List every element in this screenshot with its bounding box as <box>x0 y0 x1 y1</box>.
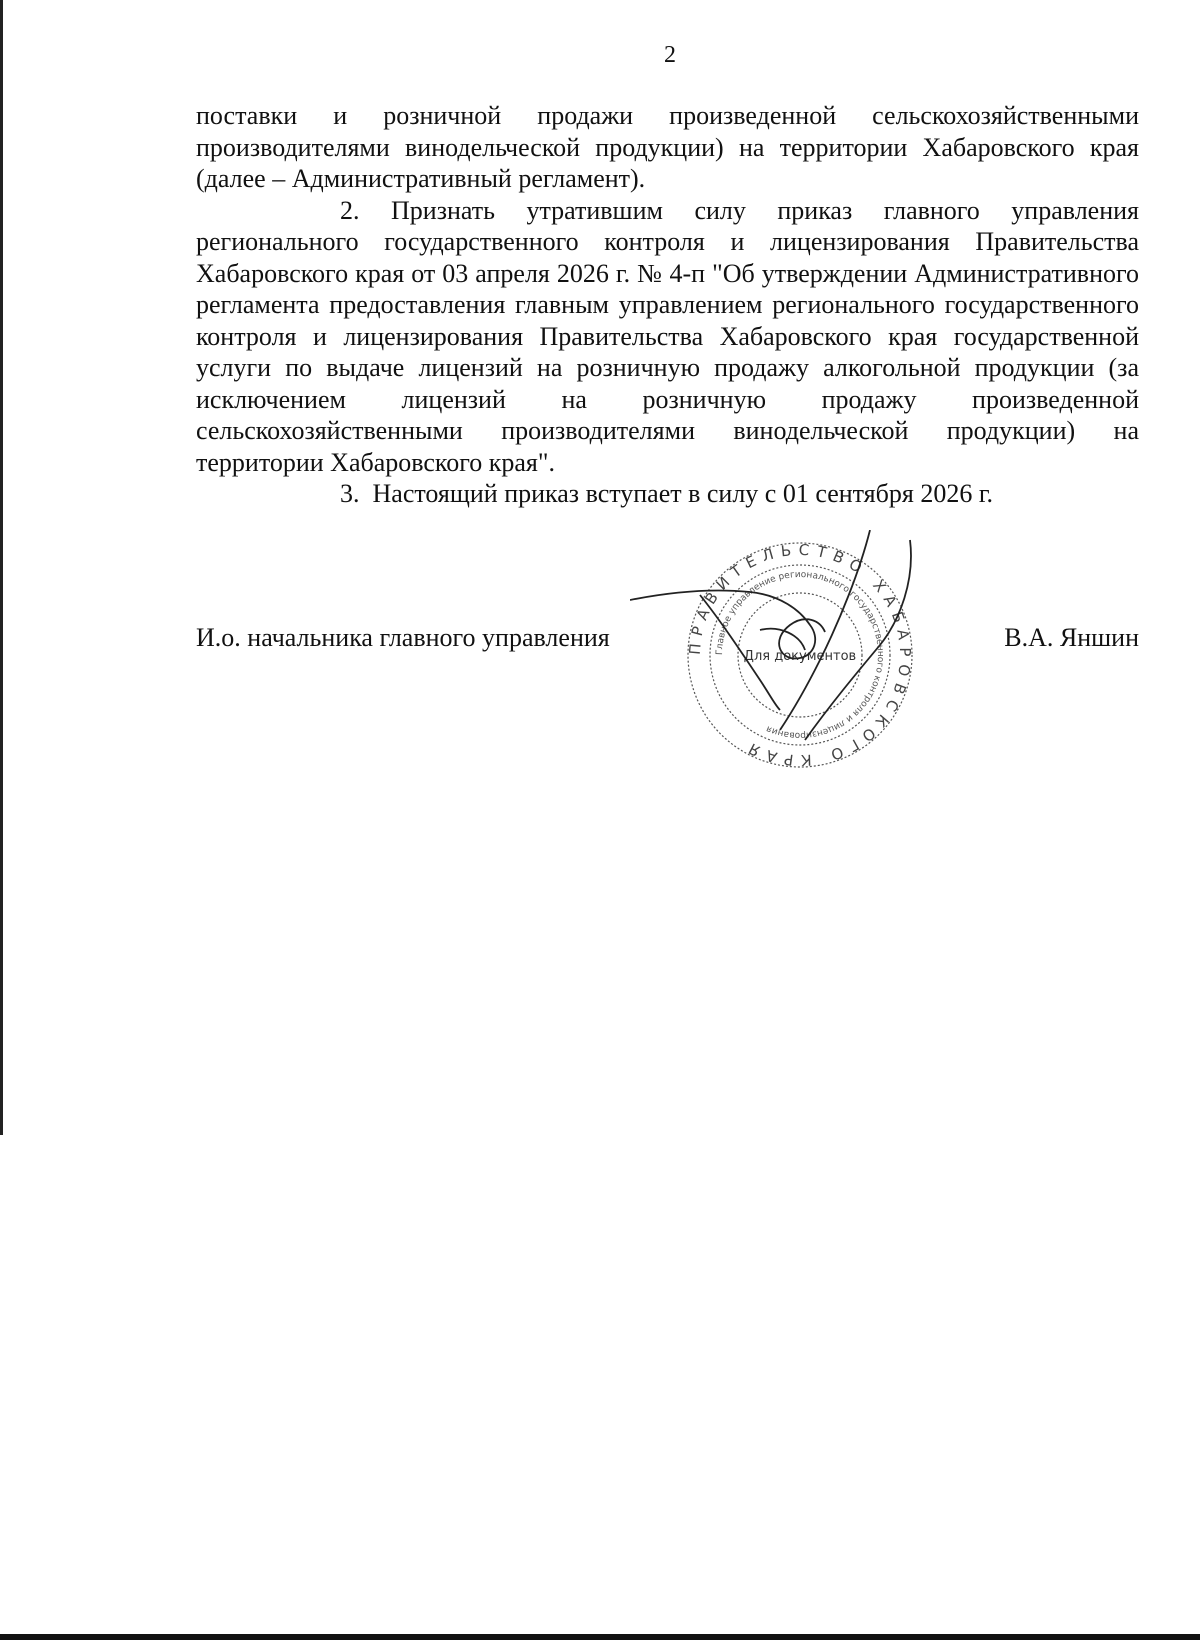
seal-outer-text: ПРАВИТЕЛЬСТВО ХАБАРОВСКОГО КРАЯ <box>685 540 915 770</box>
paragraph-3 <box>196 478 1139 510</box>
seal-inner-text: Главное управление регионального государственного контроля и лицензирования <box>714 569 886 741</box>
signer-title: И.о. начальника главного управления <box>196 623 610 652</box>
paragraph-3-text: Настоящий приказ вступает в силу с 01 сентября 2026 г. <box>372 479 994 508</box>
signer-name: В.А. Яншин <box>1004 623 1139 652</box>
paragraph-2-text: Признать утратившим силу приказ главного управления регионального государственного контроля и лицензирования Правительства Хабаровского края от 03 апреля 2026 г. № 4-п "Об утверждении Административного регламента предоставления главным управлением регионального государственного контроля и лицензирования Правительства Хабаровского края государственной услуги по выдаче лицензий на розничную продажу алкогольной продукции (за исключением лицензий на розничную продажу произведенной сельскохозяйственными производителями винодельческой продукции) на территории Хабаровского края". <box>196 195 1139 477</box>
paragraph-2-number: 2. <box>340 195 360 225</box>
paragraph-2 <box>196 195 1139 479</box>
page-number: 2 <box>664 42 676 68</box>
scan-bottom-edge <box>0 1634 1200 1640</box>
paragraph-3-number: 3. <box>340 479 360 508</box>
seal-center-text: Для документов <box>743 649 857 664</box>
scan-left-edge <box>0 0 3 1135</box>
official-seal-with-signature <box>630 530 970 780</box>
paragraph-continuation: поставки и розничной продажи произведенной сельскохозяйственными производителями винодельческой продукции) на территории Хабаровского края (далее – Административный регламент). <box>196 101 1139 193</box>
document-body <box>196 100 1139 510</box>
seal-graphic <box>630 530 970 780</box>
